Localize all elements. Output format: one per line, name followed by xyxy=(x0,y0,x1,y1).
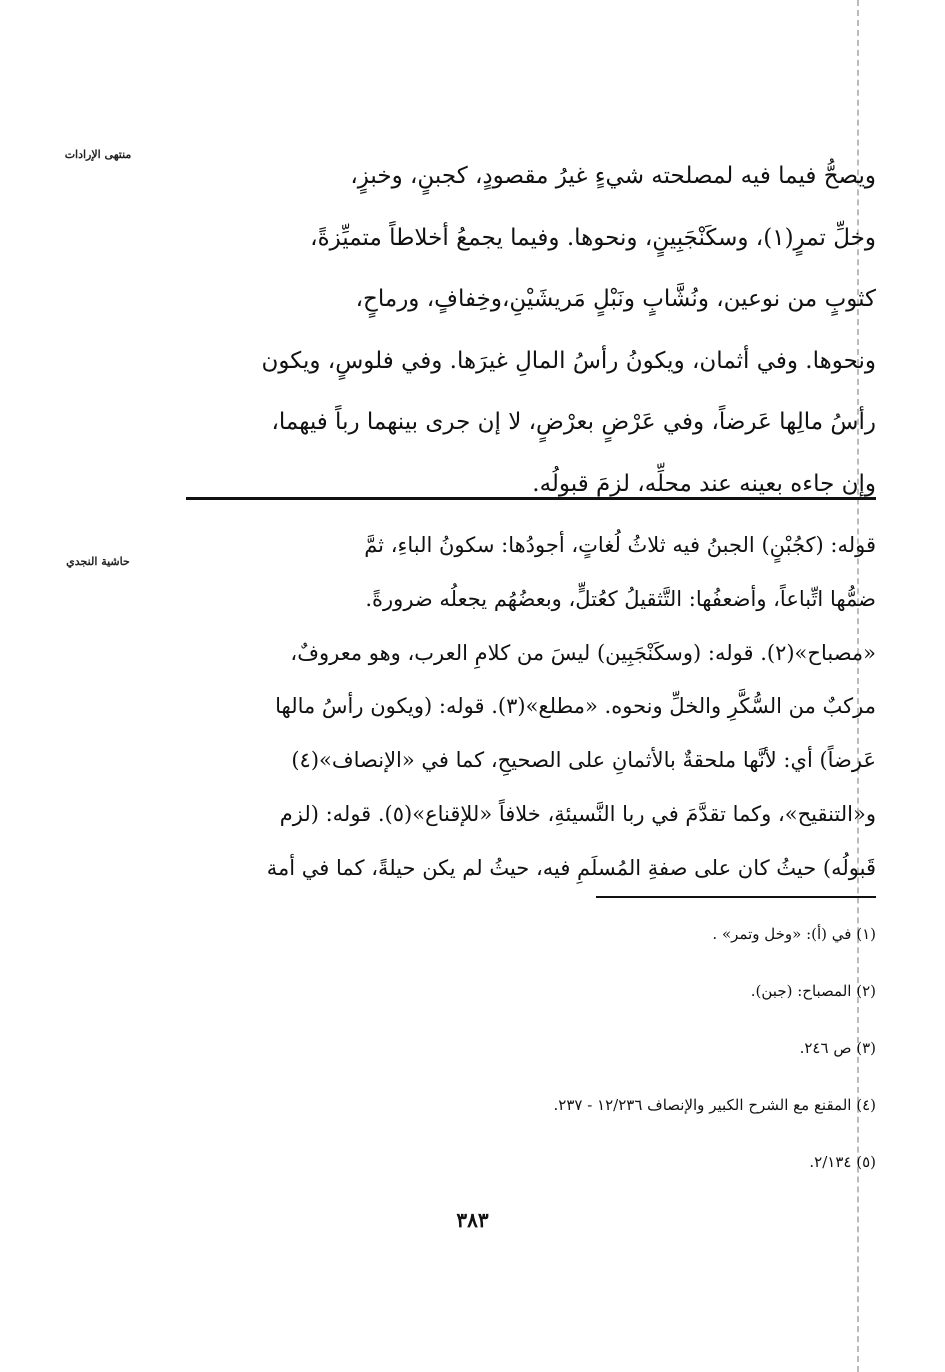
commentary-line: قَبولُه) حيثُ كان على صفةِ المُسلَمِ فيه، حيثُ لم يكن حيلةً، كما في أمة xyxy=(266,855,876,880)
source-label-commentary: حاشية النجدي xyxy=(66,555,130,568)
source-label-main: منتهى الإرادات xyxy=(64,148,132,161)
commentary-line: مركبٌ من السُّكَّرِ والخلِّ ونحوه. «مطلع»(٣). قوله: (ويكون رأسُ مالها xyxy=(275,694,876,719)
commentary-line: قوله: (كجُبْنٍ) الجبنُ فيه ثلاثُ لُغاتٍ، أجودُها: سكونُ الباءِ، ثمَّ xyxy=(364,533,876,557)
main-text-line: ويصحُّ فيما فيه لمصلحته شيءٍ غيرُ مقصودٍ، كجبنٍ، وخبزٍ، xyxy=(350,163,876,189)
main-text-line: ونحوها. وفي أثمان، ويكونُ رأسُ المالِ غيرَها. وفي فلوسٍ، ويكون xyxy=(261,347,876,374)
commentary-line: ضمُّها اتِّباعاً، وأضعفُها: التَّثقيلُ كعُتلٍّ، وبعضُهُم يجعلُه ضرورةً. xyxy=(365,586,876,611)
footnote: (٣) ص ٢٤٦. xyxy=(799,1039,876,1057)
commentary-line: «مصباح»(٢). قوله: (وسكَنْجَبِين) ليسَ من كلامِ العرب، وهو معروفٌ، xyxy=(290,640,876,665)
commentary-line: عَرضاً) أي: لأنَّها ملحقةٌ بالأثمانِ على الصحيحِ، كما في «الإنصاف»(٤) xyxy=(291,748,876,773)
page-number: ٣٨٣ xyxy=(456,1208,489,1232)
commentary-line: و«التنقيح»، وكما تقدَّمَ في ربا النَّسيئةِ، خلافاً «للإقناع»(٥). قوله: (لزم xyxy=(279,801,876,826)
footnotes xyxy=(186,924,876,1209)
main-text-line: وخلِّ تمرٍ(١)، وسكَنْجَبِينٍ، ونحوها. وفيما يجمعُ أخلاطاً متميِّزةً، xyxy=(310,224,876,251)
main-text xyxy=(186,146,876,515)
footnote: (٥) ٢/١٣٤. xyxy=(809,1153,876,1171)
footnote: (٢) المصباح: (جبن). xyxy=(750,982,876,1000)
section-divider xyxy=(186,497,876,500)
footnote: (٤) المقنع مع الشرح الكبير والإنصاف ١٢/٢٣٦ - ٢٣٧. xyxy=(553,1096,876,1114)
footnote-divider xyxy=(596,896,876,898)
main-text-line: رأسُ مالِها عَرضاً، وفي عَرْضٍ بعرْضٍ، لا إن جرى بينهما رباً فيهما، xyxy=(271,409,876,435)
footnote: (١) في (أ): «وخل وتمر» . xyxy=(712,925,876,943)
main-text-line: وإن جاءه بعينه عند محلِّه، لزمَ قبولُه. xyxy=(532,470,876,497)
commentary-text xyxy=(186,519,876,896)
main-text-line: كثوبٍ من نوعين، ونُشَّابٍ ونَبْلٍ مَريشَيْنِ،وخِفافٍ، ورماحٍ، xyxy=(355,286,876,312)
